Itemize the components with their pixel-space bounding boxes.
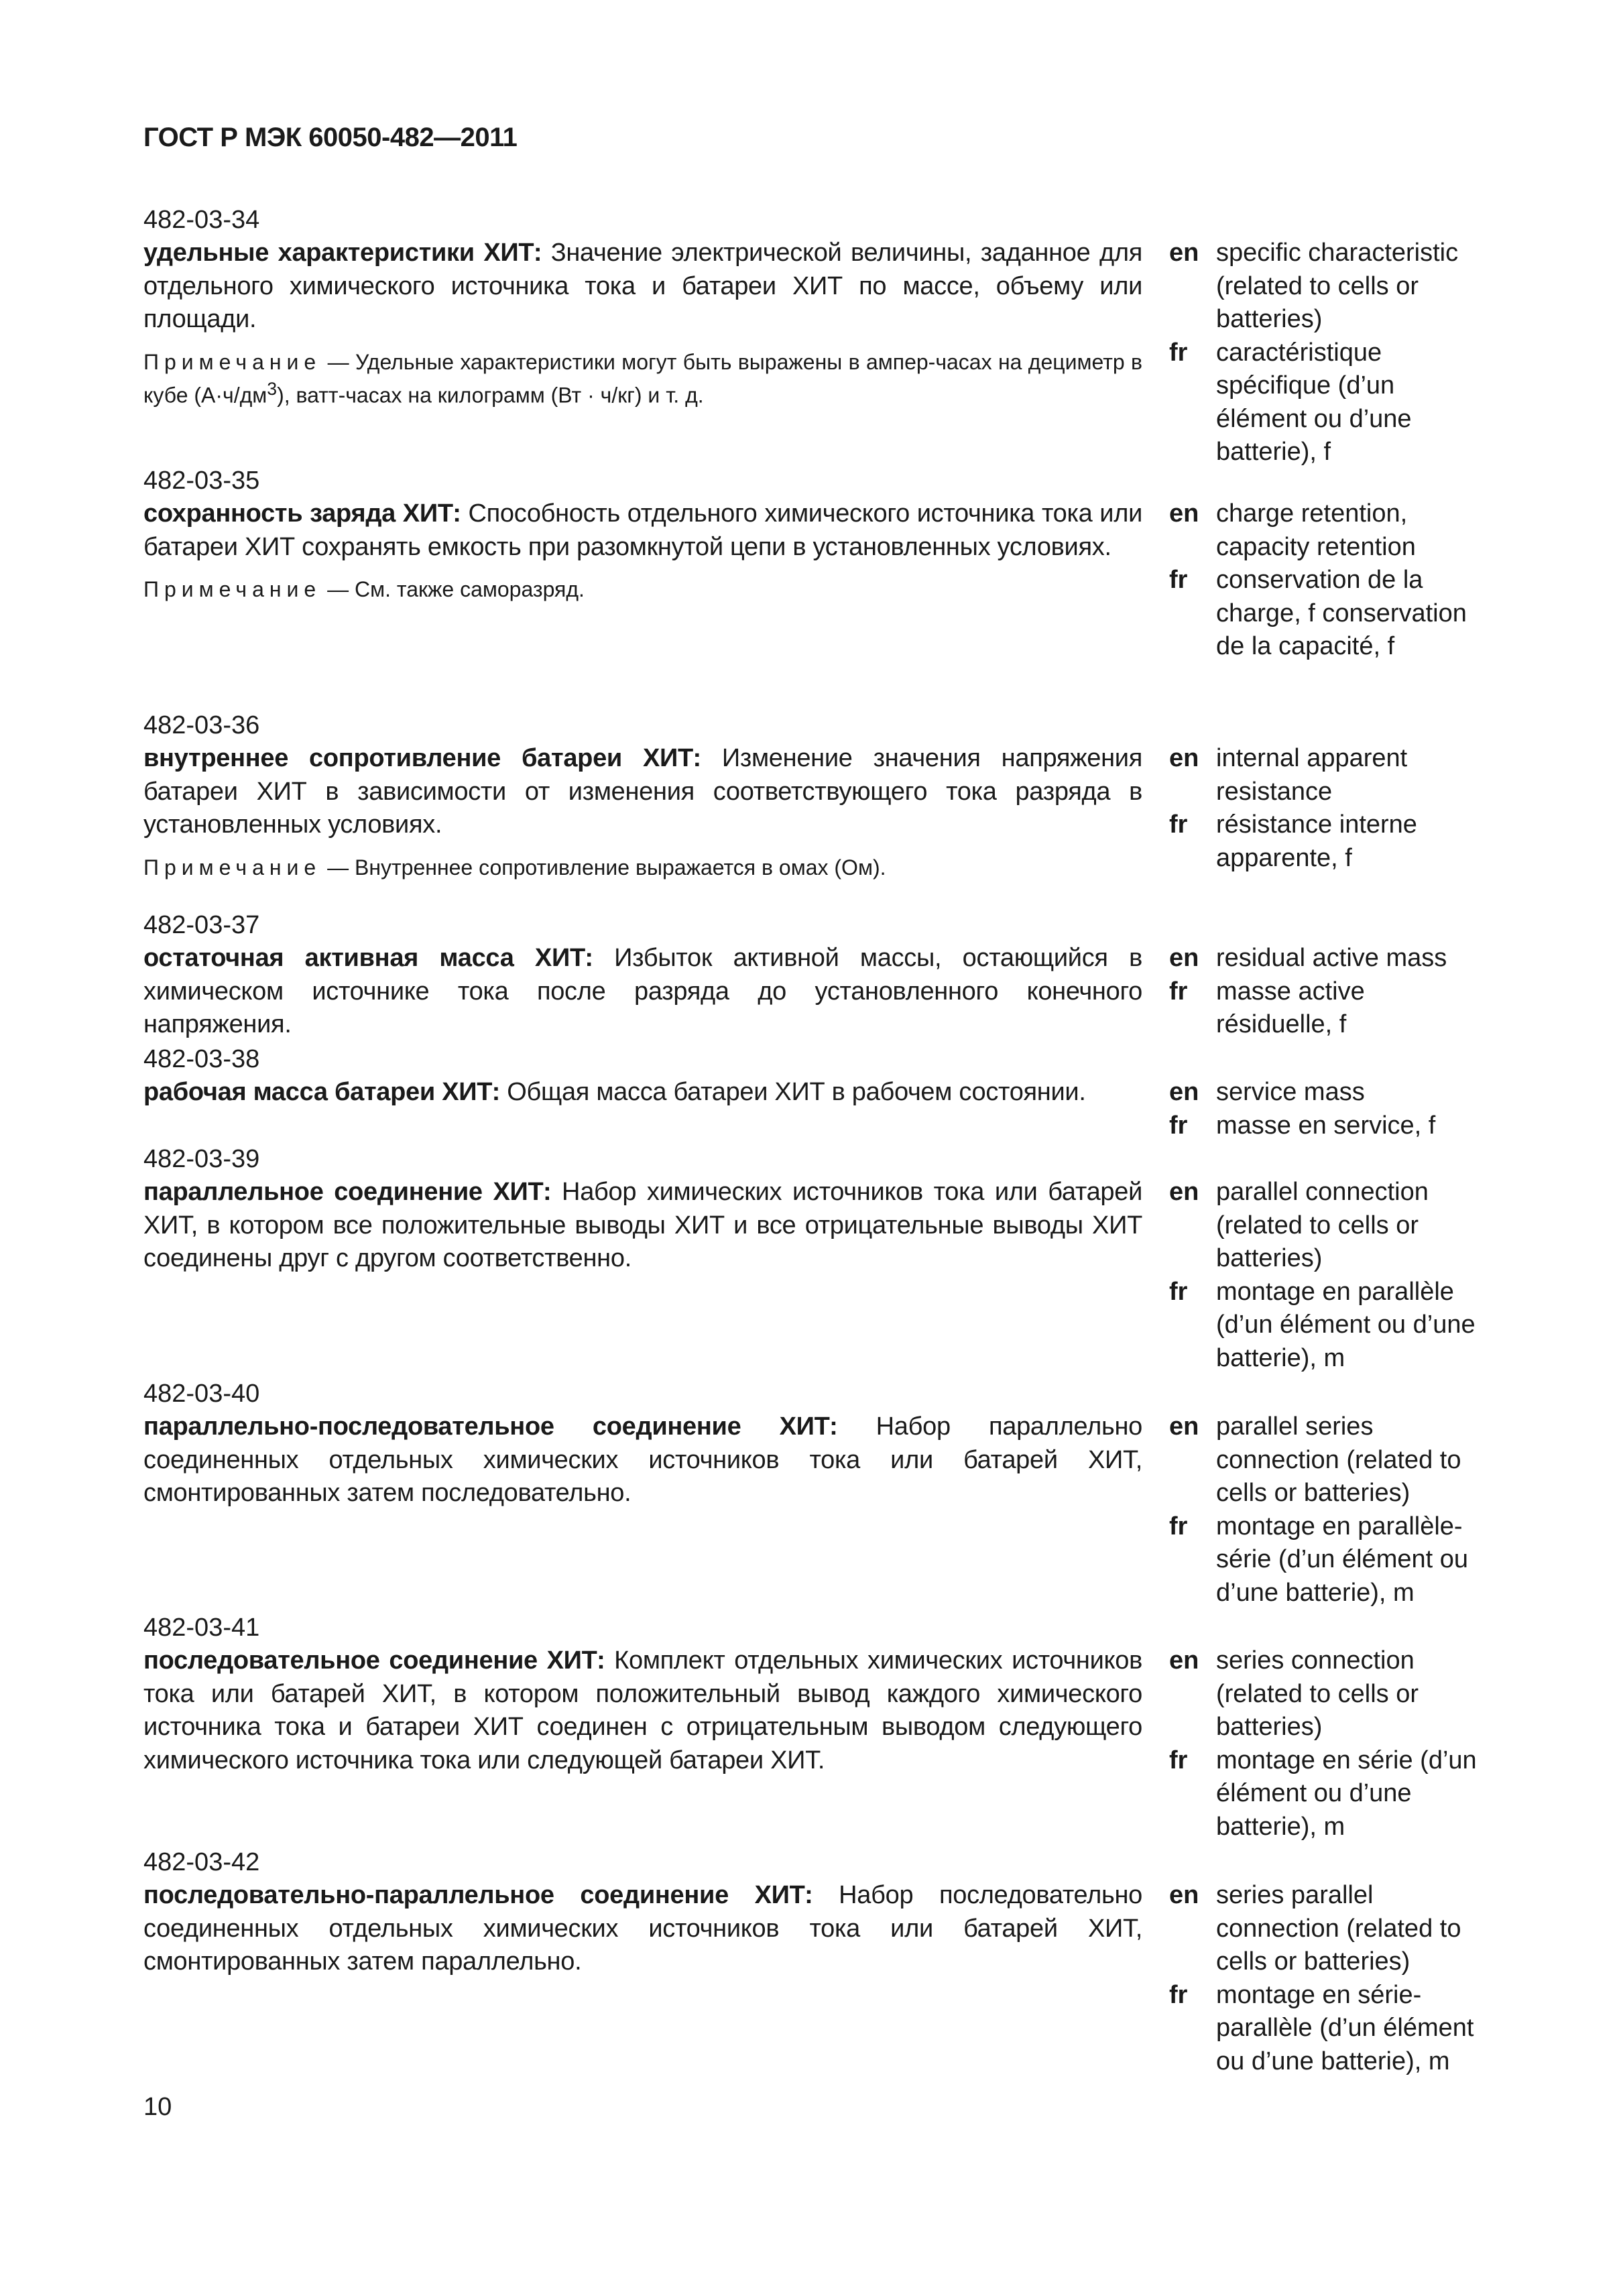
entry-definition (143, 497, 1142, 564)
entry-term: удельные характеристики ХИТ: (143, 239, 542, 267)
english-term: series connection (related to cells or batteries) (1216, 1646, 1419, 1741)
language-equivalents (1169, 497, 1484, 664)
english-term: parallel series connection (related to cells or batteries) (1216, 1412, 1461, 1507)
french-term: montage en parallèle-série (d’un élément ou d’une batterie), m (1216, 1512, 1468, 1607)
definition-text: Изменение значения напряжения батареи ХИТ в зависимости от изменения соответствующего тока разряда в установленных условиях. (143, 744, 1142, 839)
language-equivalents (1169, 1410, 1484, 1610)
entry-number: 482-03-35 (143, 467, 260, 495)
fr-label: fr (1169, 1277, 1188, 1306)
fr-label: fr (1169, 566, 1188, 594)
english-term: internal apparent resistance (1216, 744, 1408, 806)
entry-definition (143, 1879, 1142, 2078)
language-equivalents (1169, 942, 1484, 1042)
en-label: en (1169, 1078, 1199, 1106)
definition-text: Набор химических источников тока или батарей ХИТ, в котором все положительные выводы ХИТ и все отрицательные выводы ХИТ соединены друг с другом соответственно. (143, 1178, 1142, 1272)
note-superscript: 3 (267, 378, 278, 399)
english-term: charge retention, capacity retention (1216, 499, 1416, 561)
fr-label: fr (1169, 1980, 1188, 2009)
fr-label: fr (1169, 338, 1188, 367)
term-entry (143, 709, 1484, 881)
definition-text: Комплект отдельных химических источников тока или батарей ХИТ, в котором положительный вывод каждого химического источника тока и батареи ХИТ соединен с отрицательным выводом следующего химического источника тока или следующей батареи ХИТ. (143, 1646, 1142, 1774)
note-text: ), ватт-часах на килограмм (Вт · ч/кг) и т. д. (277, 383, 704, 408)
entry-note (143, 854, 1142, 881)
entry-definition (143, 237, 1142, 337)
english-term: specific characteristic (related to cells or batteries) (1216, 239, 1459, 333)
fr-label: fr (1169, 1746, 1188, 1774)
entry-number: 482-03-38 (143, 1045, 260, 1073)
french-term: caractéristique spécifique (d’un élément ou d’une batterie), f (1216, 338, 1412, 466)
term-entry (143, 1846, 1484, 2078)
document-header: ГОСТ Р МЭК 60050-482—2011 (143, 123, 518, 152)
entry-term: последовательное соединение ХИТ: (143, 1646, 605, 1675)
definition-text: Набор параллельно соединенных отдельных химических источников тока или батарей ХИТ, смонтированных затем последовательно. (143, 1412, 1142, 1507)
definition-text: Избыток активной массы, остающийся в химическом источнике тока после разряда до установленного конечного напряжения. (143, 944, 1142, 1038)
fr-label: fr (1169, 977, 1188, 1006)
entry-definition (143, 1644, 1142, 1844)
french-term: résistance interne apparente, f (1216, 810, 1417, 872)
entry-number: 482-03-34 (143, 206, 260, 234)
english-term: series parallel connection (related to cells or batteries) (1216, 1881, 1461, 1976)
entry-number: 482-03-39 (143, 1145, 260, 1173)
term-entry (143, 1042, 1484, 1142)
definition-text: Способность отдельного химического источника тока или батареи ХИТ сохранять емкость при разомкнутой цепи в установленных условиях. (143, 499, 1143, 561)
english-term: parallel connection (related to cells or batteries) (1216, 1178, 1429, 1272)
note-label: Примечание (143, 577, 322, 601)
french-term: masse active résiduelle, f (1216, 977, 1365, 1038)
language-equivalents (1169, 1176, 1484, 1375)
language-equivalents (1169, 1076, 1484, 1142)
french-term: montage en parallèle (d’un élément ou d’une batterie), m (1216, 1277, 1476, 1372)
term-entry (143, 1611, 1484, 1844)
language-equivalents (1169, 1644, 1484, 1844)
term-entry (143, 464, 1484, 664)
entry-term: сохранность заряда ХИТ: (143, 499, 461, 528)
definition-text: Набор последовательно соединенных отдельных химических источников тока или батарей ХИТ, смонтированных затем параллельно. (143, 1881, 1142, 1976)
note-text: — Внутреннее сопротивление выражается в омах (Ом). (321, 855, 886, 880)
note-label: Примечание (143, 855, 322, 880)
entry-definition (143, 1176, 1142, 1375)
entry-definition (143, 1076, 1142, 1142)
note-label: Примечание (143, 349, 322, 374)
french-term: masse en service, f (1216, 1111, 1436, 1140)
french-term: montage en série (d’un élément ou d’une batterie), m (1216, 1746, 1477, 1841)
entry-number: 482-03-36 (143, 711, 260, 739)
fr-label: fr (1169, 1111, 1188, 1140)
entry-term: остаточная активная масса ХИТ: (143, 944, 593, 972)
en-label: en (1169, 1412, 1199, 1441)
term-entry (143, 1142, 1484, 1375)
entry-definition (143, 1410, 1142, 1610)
en-label: en (1169, 944, 1199, 972)
en-label: en (1169, 744, 1199, 772)
entry-definition (143, 942, 1142, 1042)
french-term: montage en série-parallèle (d’un élément ou d’une batterie), m (1216, 1980, 1474, 2075)
language-equivalents (1169, 742, 1484, 881)
page-number: 10 (143, 2093, 172, 2121)
english-term: residual active mass (1216, 944, 1447, 972)
entry-note (143, 576, 1142, 603)
entry-term: внутреннее сопротивление батареи ХИТ: (143, 744, 701, 772)
entry-term: последовательно-параллельное соединение ХИТ: (143, 1881, 813, 1909)
entry-note (143, 349, 1142, 409)
note-text: — Удельные характеристики могут быть выражены в ампер-часах на дециметр в кубе (А·ч/дм (143, 349, 1142, 408)
definition-text: Общая масса батареи ХИТ в рабочем состоянии. (500, 1078, 1086, 1106)
entry-number: 482-03-42 (143, 1848, 260, 1876)
fr-label: fr (1169, 810, 1188, 839)
entry-term: параллельно-последовательное соединение ХИТ: (143, 1412, 838, 1441)
entry-definition (143, 742, 1142, 842)
term-entry (143, 203, 1484, 469)
entry-term: рабочая масса батареи ХИТ: (143, 1078, 501, 1106)
french-term: conservation de la charge, f conservation de la capacité, f (1216, 566, 1467, 660)
language-equivalents (1169, 237, 1484, 469)
term-entry (143, 908, 1484, 1042)
entry-term: параллельное соединение ХИТ: (143, 1178, 552, 1206)
en-label: en (1169, 239, 1199, 267)
english-term: service mass (1216, 1078, 1365, 1106)
note-text: — См. также саморазряд. (321, 577, 585, 601)
definition-text: Значение электрической величины, заданное для отдельного химического источника тока и батареи ХИТ по массе, объему или площади. (143, 239, 1142, 333)
entry-number: 482-03-41 (143, 1614, 260, 1642)
en-label: en (1169, 499, 1199, 528)
language-equivalents (1169, 1879, 1484, 2078)
fr-label: fr (1169, 1512, 1188, 1540)
en-label: en (1169, 1646, 1199, 1675)
en-label: en (1169, 1881, 1199, 1909)
term-entry (143, 1377, 1484, 1610)
entry-number: 482-03-40 (143, 1380, 260, 1408)
en-label: en (1169, 1178, 1199, 1206)
entry-number: 482-03-37 (143, 911, 260, 939)
